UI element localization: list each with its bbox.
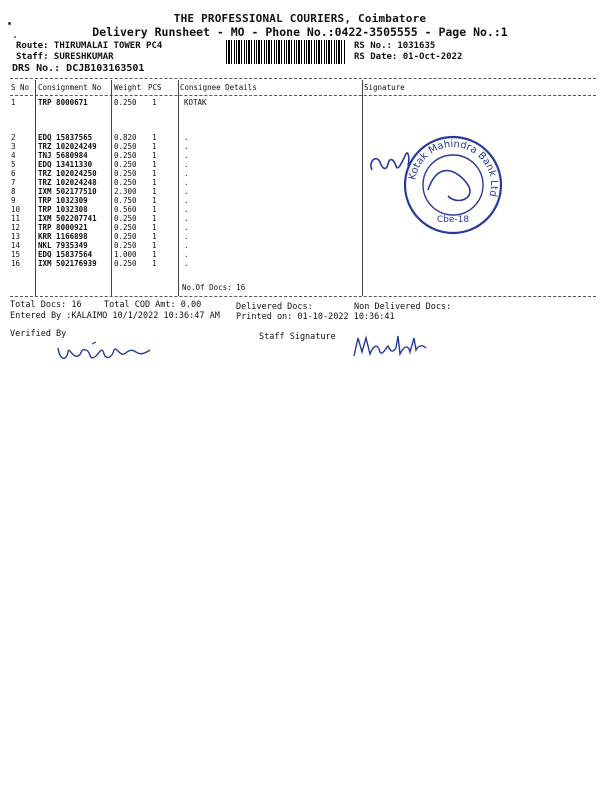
cell-sno: 6 [11, 169, 16, 178]
staff-text: Staff: SURESHKUMAR [16, 52, 114, 62]
cell-weight: 0.250 [114, 178, 137, 187]
cell-weight: 0.250 [114, 232, 137, 241]
cell-weight: 0.250 [114, 259, 137, 268]
cell-consignee: . [184, 160, 189, 169]
cell-consignee: . [184, 205, 189, 214]
col-header-signature: Signature [364, 83, 405, 92]
cell-consignment-no: TRZ 102024250 [38, 169, 97, 178]
cell-consignment-no: IXM 502177510 [38, 187, 97, 196]
table-row [0, 187, 600, 196]
table-row [0, 259, 600, 268]
table-row [0, 205, 600, 214]
cell-consignee: . [184, 214, 189, 223]
cell-weight: 0.250 [114, 223, 137, 232]
cell-sno: 10 [11, 205, 21, 214]
cell-weight: 0.750 [114, 196, 137, 205]
cell-sno: 1 [11, 98, 16, 107]
cell-consignment-no: IXM 502207741 [38, 214, 97, 223]
cell-consignment-no: EDQ 15837564 [38, 250, 93, 259]
cell-consignee: . [184, 259, 189, 268]
cell-weight: 0.250 [114, 142, 137, 151]
cell-weight: 0.250 [114, 169, 137, 178]
cell-sno: 7 [11, 178, 16, 187]
cell-pcs: 1 [152, 205, 157, 214]
table-top-rule [10, 78, 596, 79]
barcode [226, 40, 346, 64]
table-row [0, 223, 600, 232]
cell-pcs: 1 [152, 232, 157, 241]
cell-consignee: . [184, 169, 189, 178]
table-header-rule [10, 95, 596, 96]
cell-consignee: . [184, 241, 189, 250]
rs-number: RS No.: 1031635 [354, 41, 436, 51]
cell-weight: 0.250 [114, 160, 137, 169]
cell-sno: 12 [11, 223, 21, 232]
table-row [0, 133, 600, 142]
cell-sno: 16 [11, 259, 21, 268]
cell-weight: 0.820 [114, 133, 137, 142]
cell-consignment-no: TRP 8000921 [38, 223, 88, 232]
table-row [0, 142, 600, 151]
cell-consignment-no: TRZ 102024248 [38, 178, 97, 187]
staff-signature-label: Staff Signature [259, 332, 336, 342]
route-text: Route: THIRUMALAI TOWER PC4 [16, 41, 163, 51]
non-delivered-docs: Non Delivered Docs: [354, 302, 452, 312]
total-cod-amount: Total COD Amt: 0.00 [104, 300, 202, 310]
scan-speck [14, 36, 16, 38]
cell-pcs: 1 [152, 214, 157, 223]
cell-pcs: 1 [152, 259, 157, 268]
stamp-bank-name: Kotak Mahindra Bank Ltd [407, 138, 500, 198]
cell-sno: 5 [11, 160, 16, 169]
table-row [0, 250, 600, 259]
cell-sno: 2 [11, 133, 16, 142]
cell-sno: 3 [11, 142, 16, 151]
cell-consignment-no: TNJ 5680984 [38, 151, 88, 160]
cell-weight: 0.560 [114, 205, 137, 214]
col-header-pcs: PCS [148, 83, 162, 92]
runsheet-title: Delivery Runsheet - MO - Phone No.:0422-3505555 - Page No.:1 [92, 25, 508, 39]
staff-signature [350, 330, 430, 362]
table-row [0, 160, 600, 169]
no-of-docs: No.Of Docs: 16 [182, 283, 246, 292]
stamp-city: Cbe-18 [436, 215, 470, 225]
cell-pcs: 1 [152, 98, 157, 107]
table-row [0, 196, 600, 205]
cell-consignment-no: TRP 1032308 [38, 205, 88, 214]
cell-sno: 9 [11, 196, 16, 205]
total-docs: Total Docs: 16 [10, 300, 82, 310]
delivered-docs: Delivered Docs: [236, 302, 313, 312]
table-row [0, 178, 600, 187]
rs-date: RS Date: 01-Oct-2022 [354, 52, 463, 62]
cell-pcs: 1 [152, 133, 157, 142]
cell-sno: 15 [11, 250, 21, 259]
cell-consignment-no: EDQ 13411330 [38, 160, 93, 169]
table-row [0, 232, 600, 241]
cell-consignee: . [184, 223, 189, 232]
entered-by: Entered By :KALAIMO 10/1/2022 10:36:47 AM [10, 311, 220, 321]
col-header-weight: Weight [114, 83, 142, 92]
col-header-sno: S No [11, 83, 30, 92]
table-bottom-rule [10, 296, 596, 297]
table-row [0, 169, 600, 178]
cell-consignee: . [184, 232, 189, 241]
cell-pcs: 1 [152, 187, 157, 196]
cell-consignee: . [184, 196, 189, 205]
cell-consignee: . [184, 178, 189, 187]
cell-consignment-no: TRP 8000671 [38, 98, 88, 107]
verified-by-signature [52, 338, 162, 368]
cell-consignee: . [184, 133, 189, 142]
col-header-consignment: Consignment No [38, 83, 102, 92]
cell-consignment-no: KRR 1166898 [38, 232, 88, 241]
table-row [0, 241, 600, 250]
cell-consignment-no: TRZ 102024249 [38, 142, 97, 151]
cell-pcs: 1 [152, 142, 157, 151]
drs-number: DRS No.: DCJB103163501 [12, 63, 145, 74]
cell-consignment-no: EDQ 15837565 [38, 133, 93, 142]
cell-weight: 2.300 [114, 187, 137, 196]
table-row [0, 98, 600, 107]
cell-pcs: 1 [152, 151, 157, 160]
cell-sno: 4 [11, 151, 16, 160]
cell-pcs: 1 [152, 178, 157, 187]
col-header-consignee: Consignee Details [180, 83, 257, 92]
cell-pcs: 1 [152, 160, 157, 169]
cell-sno: 11 [11, 214, 21, 223]
cell-weight: 0.250 [114, 98, 137, 107]
cell-sno: 14 [11, 241, 21, 250]
cell-weight: 0.250 [114, 214, 137, 223]
cell-pcs: 1 [152, 223, 157, 232]
cell-pcs: 1 [152, 196, 157, 205]
cell-sno: 8 [11, 187, 16, 196]
printed-on: Printed on: 01-10-2022 10:36:41 [236, 312, 395, 322]
table-row [0, 214, 600, 223]
cell-consignee: . [184, 151, 189, 160]
cell-consignee: . [184, 142, 189, 151]
cell-pcs: 1 [152, 241, 157, 250]
table-row [0, 151, 600, 160]
scan-speck [8, 22, 11, 25]
cell-consignment-no: NKL 7935349 [38, 241, 88, 250]
cell-consignment-no: TRP 1032309 [38, 196, 88, 205]
cell-consignee: KOTAK [184, 98, 207, 107]
cell-sno: 13 [11, 232, 21, 241]
cell-weight: 0.250 [114, 151, 137, 160]
cell-weight: 0.250 [114, 241, 137, 250]
cell-consignee: . [184, 187, 189, 196]
cell-consignee: . [184, 250, 189, 259]
company-title: THE PROFESSIONAL COURIERS, Coimbatore [173, 12, 427, 25]
cell-pcs: 1 [152, 169, 157, 178]
bank-stamp [398, 130, 508, 240]
cell-weight: 1.000 [114, 250, 137, 259]
cell-pcs: 1 [152, 250, 157, 259]
verified-by-label: Verified By [10, 329, 67, 339]
cell-consignment-no: IXM 502176939 [38, 259, 97, 268]
